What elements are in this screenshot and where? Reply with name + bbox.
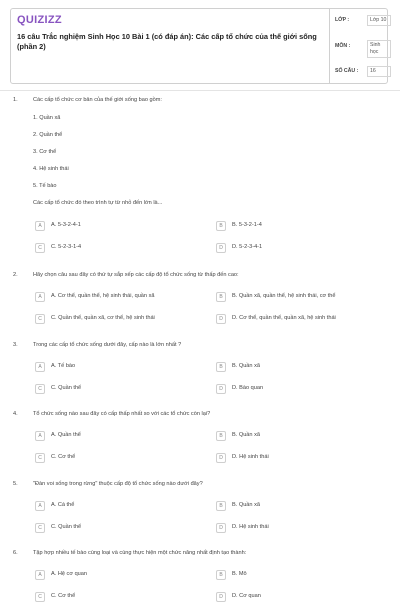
list-item: 5. Tế bào [33,183,57,189]
option-letter-box: B [216,292,226,302]
option-letter-box: A [35,292,45,302]
question-followup: Các cấp tổ chức đó theo trình tự từ nhỏ đến lớn là... [33,200,163,206]
option-letter-box: C [35,384,45,394]
option-text: B. 5-3-2-1-4 [232,222,262,228]
option-text: A. Quần thể [51,432,81,438]
option-letter-box: B [216,221,226,231]
option-letter-box: A [35,362,45,372]
subject-value: Sinh học [367,40,391,58]
option-letter-box: C [35,523,45,533]
option-letter-box: D [216,384,226,394]
class-value: Lớp 10 [367,15,391,26]
option-letter-box: B [216,570,226,580]
option-text: C. Quần thể [51,524,82,530]
option-letter-box: D [216,523,226,533]
option-letter-box: D [216,314,226,324]
question-text: Các cấp tổ chức cơ bản của thế giới sống bao gồm: [33,97,162,103]
option-letter-box: B [216,362,226,372]
option-text: A. Tế bào [51,363,76,369]
list-item: 4. Hệ sinh thái [33,166,69,172]
option-text: B. Quần xã [232,502,260,508]
option-letter-box: B [216,501,226,511]
header-divider [329,9,330,83]
option-text: D. Cơ thể, quần thể, quần xã, hệ sinh thái [232,315,336,321]
option-text: D. Hệ sinh thái [232,454,269,460]
option-letter-box: C [35,243,45,253]
count-label: SỐ CÂU : [335,68,359,74]
option-text: A. Cá thể [51,502,75,508]
option-letter-box: A [35,221,45,231]
option-letter-box: C [35,314,45,324]
option-letter-box: D [216,243,226,253]
option-letter-box: A [35,501,45,511]
option-text: B. Quần xã [232,363,260,369]
option-letter-box: B [216,431,226,441]
question-number: 5. [13,481,18,487]
worksheet-title: 16 câu Trắc nghiệm Sinh Học 10 Bài 1 (có đáp án): Các cấp tổ chức của thế giới sống (phần 2) [17,32,317,51]
option-text: D. Bào quan [232,385,264,391]
option-text: B. Quần xã [232,432,260,438]
quizizz-logo: QUIZIZZ [17,14,62,26]
option-letter-box: D [216,592,226,602]
option-text: C. 5-2-3-1-4 [51,244,82,250]
question-text: Hãy chọn câu sau đây có thứ tự sắp xếp các cấp độ tổ chức sống từ thấp đến cao: [33,272,239,278]
count-value: 16 [367,66,391,77]
option-text: C. Cơ thể [51,593,76,599]
option-text: D. Cơ quan [232,593,261,599]
list-item: 3. Cơ thể [33,149,57,155]
option-letter-box: A [35,431,45,441]
question-text: "Đàn voi sống trong rừng" thuộc cấp độ tổ chức sống nào dưới đây? [33,481,203,487]
question-number: 1. [13,97,18,103]
option-text: C. Quần thể [51,385,82,391]
option-text: A. Hệ cơ quan [51,571,88,577]
option-text: A. 5-3-2-4-1 [51,222,81,228]
subject-label: MÔN : [335,43,351,49]
question-number: 6. [13,550,18,556]
worksheet-header [10,8,388,84]
question-number: 4. [13,411,18,417]
list-item: 1. Quần xã [33,115,61,121]
list-item: 2. Quần thể [33,132,63,138]
question-text: Trong các cấp tổ chức sống dưới đây, cấp nào là lớn nhất ? [33,342,182,348]
option-text: C. Quần thể, quần xã, cơ thể, hệ sinh thái [51,315,155,321]
option-text: D. 5-2-3-4-1 [232,244,263,250]
option-letter-box: C [35,453,45,463]
option-letter-box: D [216,453,226,463]
option-letter-box: C [35,592,45,602]
option-text: A. Cơ thể, quần thể, hệ sinh thái, quần xã [51,293,155,299]
header-rule [0,90,400,91]
option-text: B. Quần xã, quần thể, hệ sinh thái, cơ thể [232,293,336,299]
class-label: LỚP : [335,17,350,23]
option-letter-box: A [35,570,45,580]
question-text: Tập hợp nhiều tế bào cùng loại và cùng thực hiện một chức năng nhất định tạo thành: [33,550,247,556]
option-text: B. Mô [232,571,247,577]
option-text: C. Cơ thể [51,454,76,460]
question-text: Tổ chức sống nào sau đây có cấp thấp nhất so với các tổ chức còn lại? [33,411,211,417]
question-number: 2. [13,272,18,278]
question-number: 3. [13,342,18,348]
option-text: D. Hệ sinh thái [232,524,269,530]
